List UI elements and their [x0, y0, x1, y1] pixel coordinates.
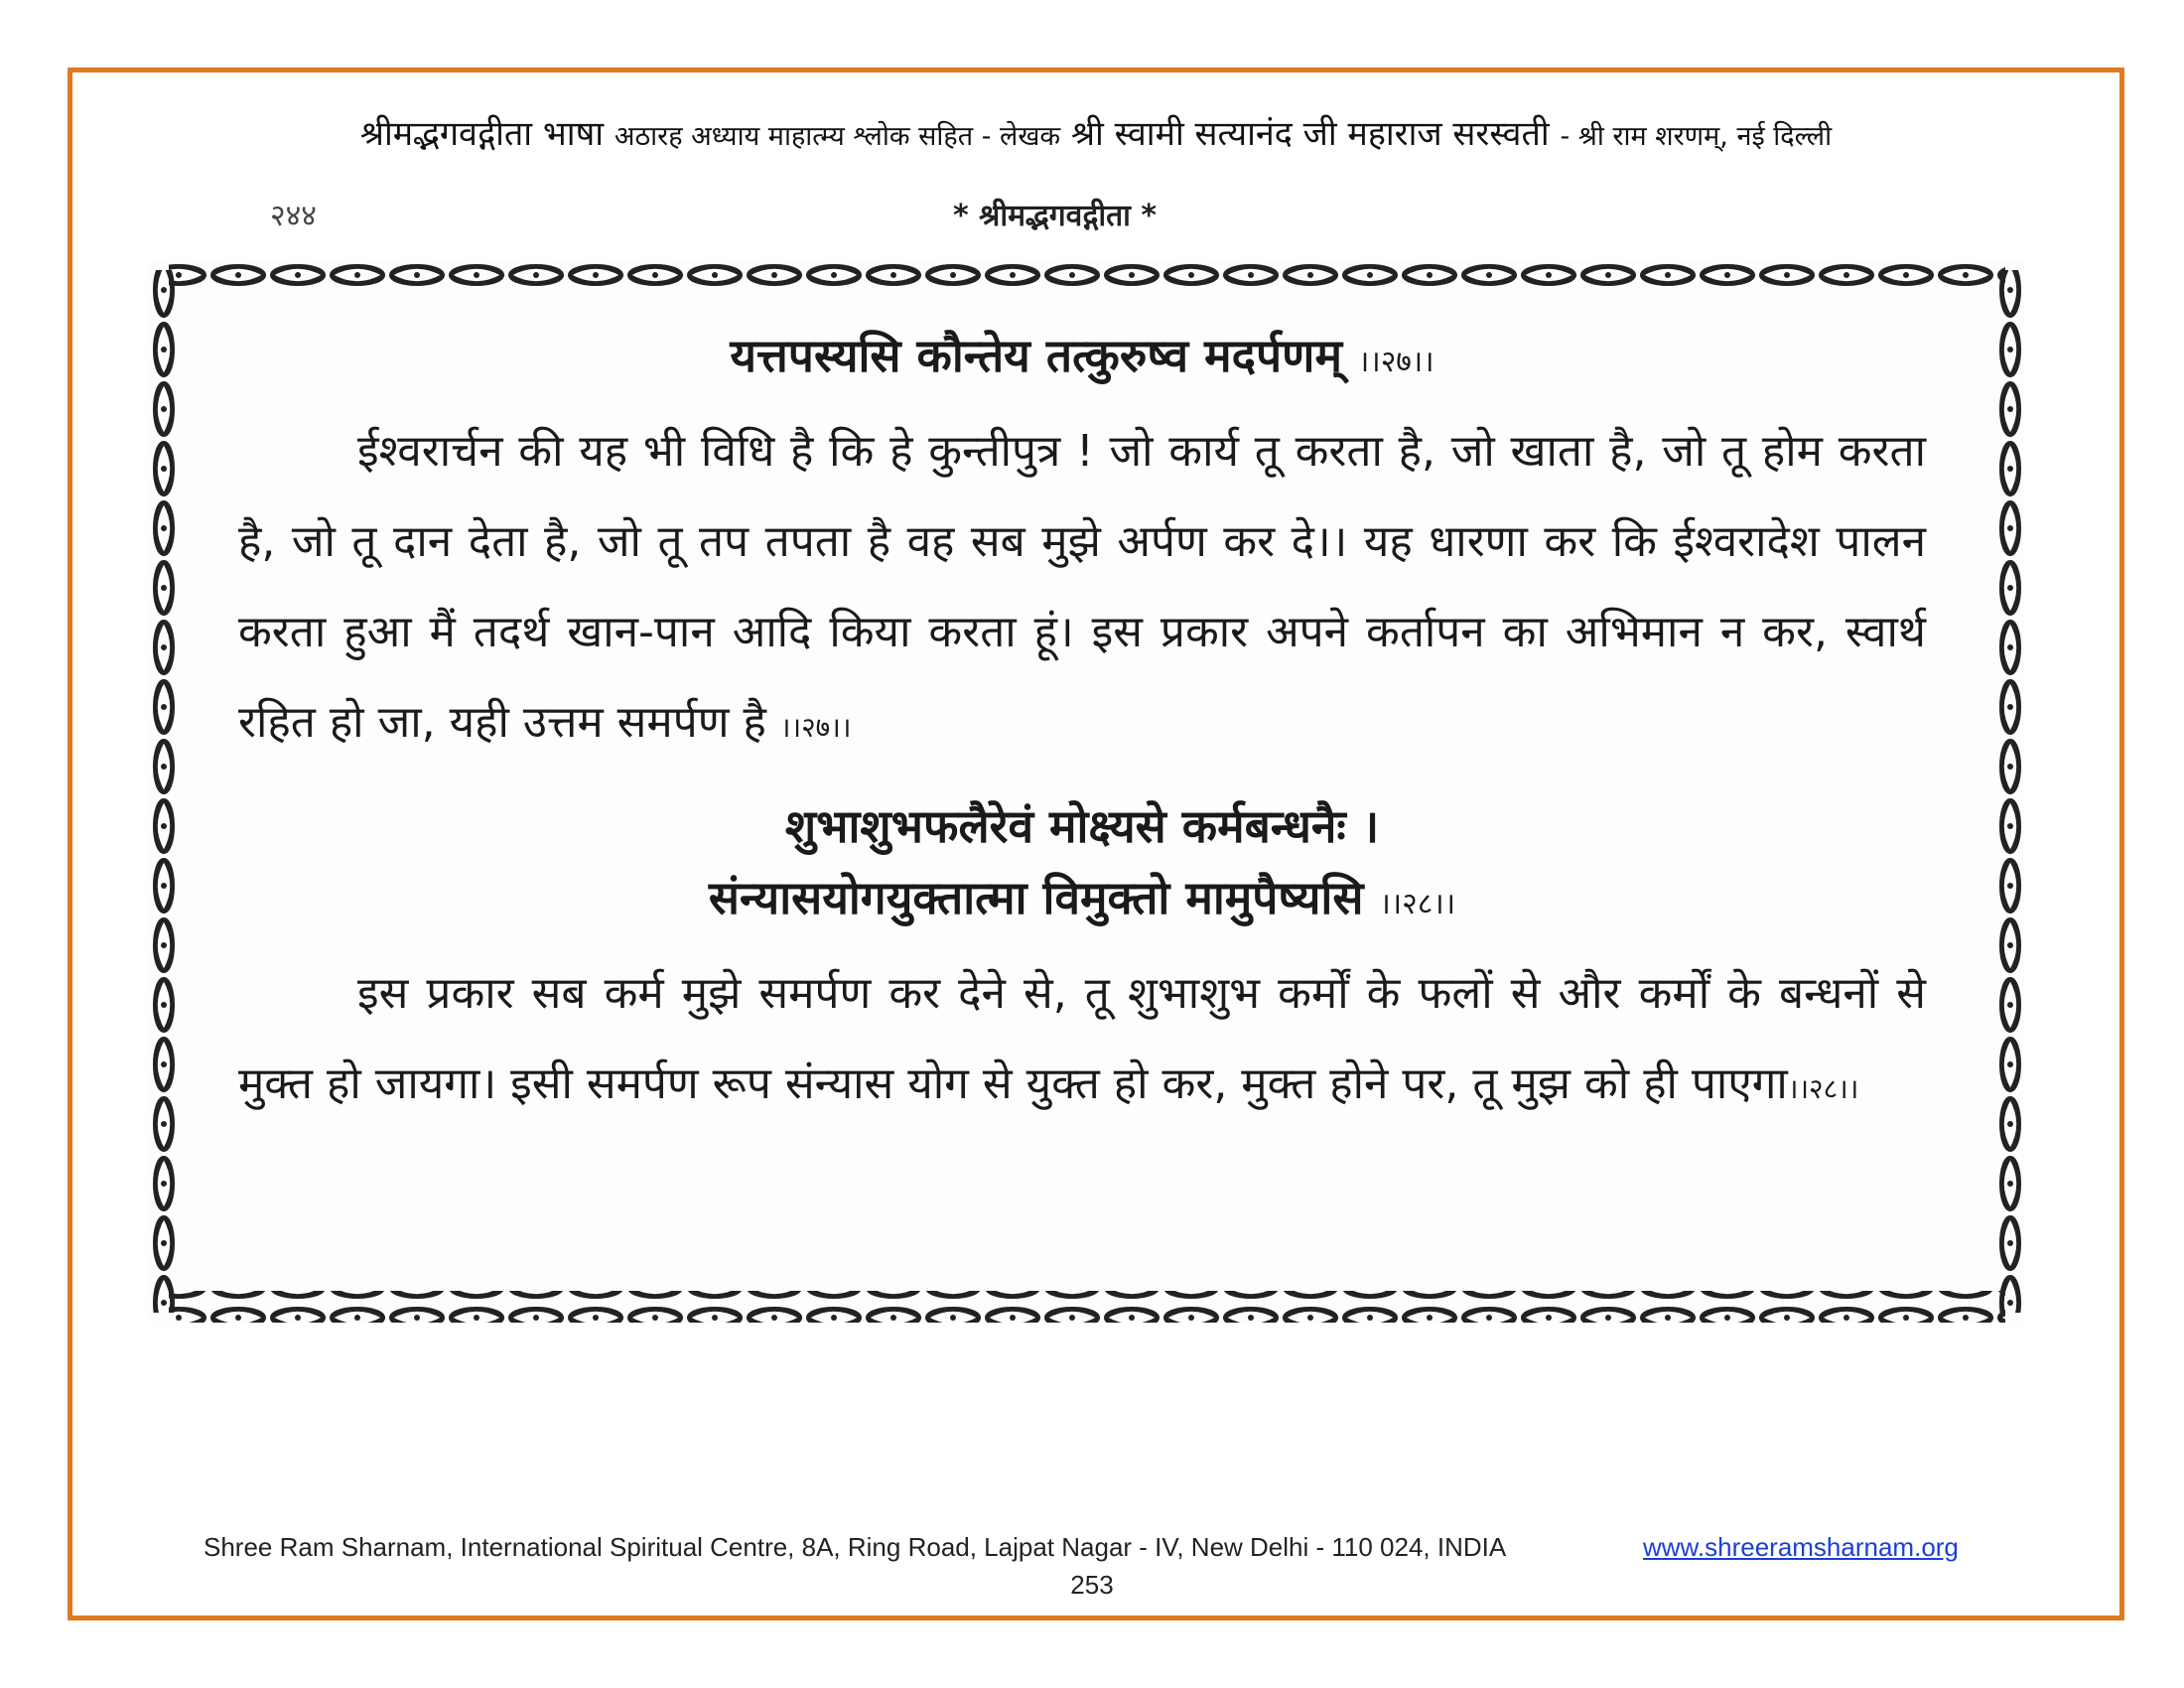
- scan-page-number: २४४: [270, 199, 317, 233]
- scan-page-head: [0, 194, 2184, 233]
- book-subtitle: अठारह अध्याय माहात्म्य श्लोक सहित - लेखक: [614, 121, 1061, 152]
- commentary-28-number: ।।२८।।: [1787, 1072, 1859, 1105]
- scan-text: [238, 320, 1926, 1152]
- verse-27-number: ।।२७।।: [1357, 345, 1434, 379]
- commentary-27-text: ईश्वरार्चन की यह भी विधि है कि हे कुन्तीपुत्र ! जो कार्य तू करता है, जो खाता है, जो तू होम करता है, जो तू दान देता है, जो तू तप तपता है वह सब मुझे अर्पण कर दे।। यह धारणा कर कि ईश्वरादेश पालन करता हुआ मैं तदर्थ खान-पान आदि किया करता हूं। इस प्रकार अपने कर्तापन का अभिमान न कर, स्वार्थ रहित हो जा, यही उत्तम समर्पण है: [238, 426, 1926, 748]
- commentary-27-number: ।।२७।।: [779, 711, 852, 744]
- footer-address: Shree Ram Sharnam, International Spiritual Centre, 8A, Ring Road, Lajpat Nagar - IV, New Delhi - 110 024, INDIA: [204, 1532, 1507, 1562]
- book-publisher: - श्री राम शरणम्, नई दिल्ली: [1560, 121, 1833, 152]
- book-title: श्रीमद्भगवद्गीता भाषा: [359, 114, 605, 154]
- commentary-28: [238, 948, 1926, 1134]
- footer-page-number: 253: [1070, 1570, 1114, 1600]
- verse-28-line-2: संन्यासयोगयुक्तात्मा विमुक्तो मामुपैष्यसि: [708, 871, 1364, 924]
- verse-28-line-1: शुभाशुभफलैरेवं मोक्ष्यसे कर्मबन्धनैः ।: [784, 799, 1380, 853]
- verse-27: [238, 320, 1926, 398]
- scan-running-title: * श्रीमद्भगवद्गीता *: [953, 199, 1158, 233]
- verse-27-line: यत्तपस्यसि कौन्तेय तत्कुरुष्व मदर्पणम्: [730, 329, 1342, 382]
- verse-28: [238, 790, 1926, 940]
- book-header: [77, 109, 2115, 155]
- website-link[interactable]: www.shreeramsharnam.org: [1643, 1532, 1959, 1562]
- scanned-page: [149, 260, 2025, 1323]
- book-author: श्री स्वामी सत्यानंद जी महाराज सरस्वती: [1070, 114, 1550, 154]
- verse-28-number: ।।२८।।: [1379, 887, 1456, 921]
- commentary-27: [238, 406, 1926, 773]
- commentary-28-text: इस प्रकार सब कर्म मुझे समर्पण कर देने से, तू शुभाशुभ कर्मों के फलों से और कर्मों के बन्धनों से मुक्त हो जायगा। इसी समर्पण रूप संन्यास योग से युक्त हो कर, मुक्त होने पर, तू मुझ को ही पाएगा: [238, 968, 1926, 1109]
- footer: [0, 1532, 2184, 1566]
